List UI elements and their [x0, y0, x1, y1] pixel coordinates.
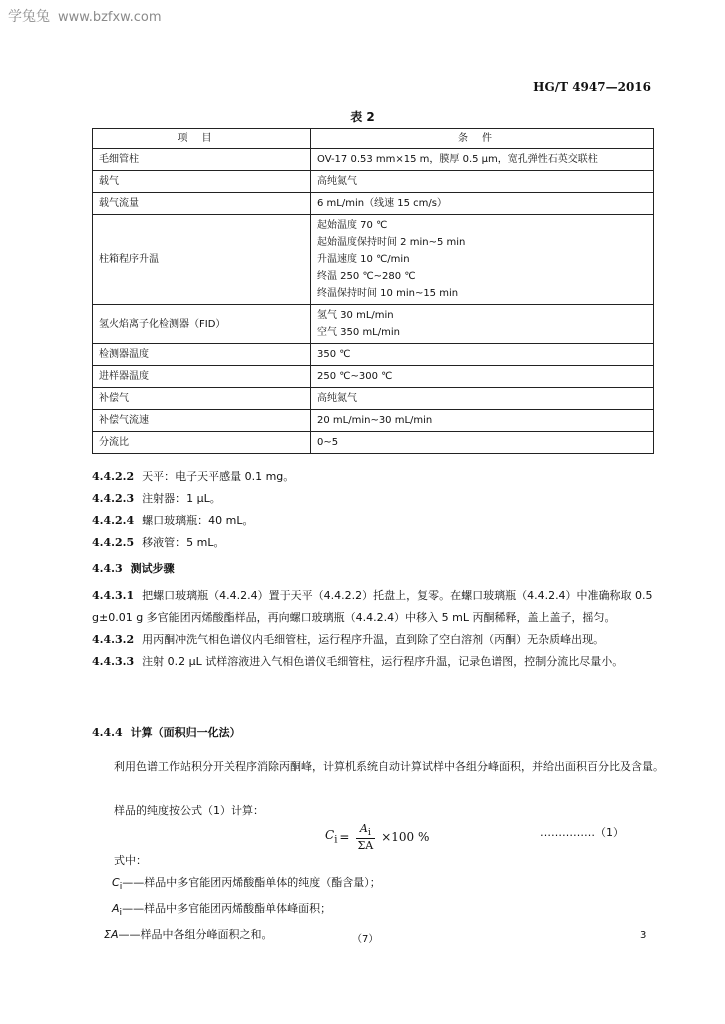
table-cell-item: 分流比	[93, 432, 311, 454]
table-cell-item: 柱箱程序升温	[93, 215, 311, 305]
formula-tail: ×100 %	[381, 830, 430, 845]
definition-text: ——样品中多官能团丙烯酸酯单体的纯度（酯含量）；	[122, 876, 381, 889]
table-row	[93, 410, 654, 432]
watermark-brand: 学兔兔	[8, 9, 50, 25]
table-cell-item: 毛细管柱	[93, 149, 311, 171]
watermark-site: www.bzfxw.com	[58, 10, 162, 25]
clause-text: 注射 0.2 μL 试样溶液进入气相色谱仪毛细管柱，运行程序升温，记录色谱图，控制分流比尽量小。	[142, 655, 624, 668]
condition-line: 高纯氮气	[317, 393, 357, 404]
clause-number: 4.4.2.4	[92, 514, 135, 527]
clause-text: 注射器：1 μL。	[142, 492, 221, 505]
definition-subscript: i	[119, 881, 123, 893]
table-cell-condition	[311, 171, 654, 193]
table-cell-item: 检测器温度	[93, 344, 311, 366]
table-cell-condition	[311, 344, 654, 366]
condition-line: 氢气 30 mL/min	[317, 310, 394, 321]
definition-item	[92, 872, 657, 898]
section-444-heading	[92, 722, 657, 744]
list-item	[92, 510, 657, 532]
condition-line: 20 mL/min~30 mL/min	[317, 415, 433, 426]
table-cell-item: 载气流量	[93, 193, 311, 215]
page-number: 3	[640, 930, 647, 941]
condition-line: 6 mL/min（线速 15 cm/s）	[317, 198, 447, 209]
table-row	[93, 215, 654, 305]
steps	[92, 585, 657, 673]
clause-number: 4.4.2.3	[92, 492, 135, 505]
table-cell-condition	[311, 305, 654, 344]
calc-paragraph: 利用色谱工作站积分开关程序消除丙酮峰，计算机系统自动计算试样中各组分峰面积，并给出面积百分比及含量。	[114, 760, 664, 773]
table-row	[93, 366, 654, 388]
table-cell-item: 氢火焰离子化检测器（FID）	[93, 305, 311, 344]
clause-number: 4.4.3.2	[92, 633, 135, 646]
table-cell-item: 补偿气流速	[93, 410, 311, 432]
definition-text: ——样品中多官能团丙烯酸酯单体峰面积；	[122, 902, 332, 916]
clause-text: 移液管：5 mL。	[142, 536, 225, 549]
table-row	[93, 388, 654, 410]
table-row	[93, 149, 654, 171]
step-paragraph	[92, 585, 657, 629]
conditions-table	[92, 128, 654, 454]
clause-text: 螺口玻璃瓶：40 mL。	[142, 514, 254, 527]
table-row	[93, 432, 654, 454]
section-title: 计算（面积归一化法）	[130, 726, 241, 739]
standard-code: HG/T 4947—2016	[533, 80, 651, 94]
definition-symbol: C	[112, 876, 120, 889]
footer-center: （7）	[352, 934, 379, 945]
table-row	[93, 171, 654, 193]
section-number: 4.4.4	[92, 726, 123, 739]
watermark	[8, 6, 162, 26]
step-paragraph	[92, 651, 657, 673]
clause-text: 把螺口玻璃瓶（4.4.2.4）置于天平（4.4.2.2）托盘上，复零。在螺口玻璃瓶（4.4.2.4）中准确称取 0.5 g±0.01 g 多官能团丙烯酸酯样品，再向螺口玻璃瓶（4.4.2.4）中移入 5 mL 丙酮稀释，盖上盖子，摇匀。	[92, 589, 653, 624]
section-title: 测试步骤	[130, 562, 175, 575]
table-title: 表 2	[350, 110, 375, 124]
table-cell-condition	[311, 410, 654, 432]
condition-line: 终温保持时间 10 min~15 min	[317, 288, 459, 299]
condition-line: OV-17 0.53 mm×15 m，膜厚 0.5 μm，宽孔弹性石英交联柱	[317, 154, 598, 165]
list-item	[92, 532, 657, 554]
table-row	[93, 305, 654, 344]
condition-line: 起始温度 70 ℃	[317, 220, 388, 231]
clause-number: 4.4.3.1	[92, 589, 135, 602]
formula-intro: 样品的纯度按公式（1）计算：	[114, 804, 264, 817]
formula-1	[325, 822, 429, 852]
clause-number: 4.4.2.5	[92, 536, 135, 549]
condition-line: 高纯氮气	[317, 176, 357, 187]
table-header-row	[93, 129, 654, 149]
table-cell-item: 补偿气	[93, 388, 311, 410]
table-cell-condition	[311, 193, 654, 215]
clause-number: 4.4.3.3	[92, 655, 135, 668]
condition-line: 350 ℃	[317, 349, 351, 360]
equation-number: ……………（1）	[540, 826, 624, 839]
condition-line: 升温速度 10 ℃/min	[317, 254, 410, 265]
table-cell-condition	[311, 215, 654, 305]
apparatus-list	[92, 466, 657, 554]
formula-lhs: $C_i$	[325, 828, 338, 846]
condition-line: 空气 350 mL/min	[317, 327, 400, 338]
list-item	[92, 488, 657, 510]
table-row	[93, 344, 654, 366]
table-cell-condition	[311, 388, 654, 410]
section-443-heading	[92, 558, 657, 580]
clause-text: 用丙酮冲洗气相色谱仪内毛细管柱，运行程序升温，直到除了空白溶剂（丙酮）无杂质峰出现。	[142, 633, 605, 646]
step-paragraph	[92, 629, 657, 651]
condition-line: 250 ℃~300 ℃	[317, 371, 393, 382]
clause-text: 天平：电子天平感量 0.1 mg。	[142, 470, 295, 483]
formula-fraction: $\frac{A_i}{\Sigma A}$	[357, 822, 374, 853]
table-row	[93, 193, 654, 215]
definition-symbol: ΣA	[104, 928, 119, 942]
definition-text: ——样品中各组分峰面积之和。	[118, 928, 273, 942]
header-condition: 条件	[311, 129, 654, 149]
header-item: 项目	[93, 129, 311, 149]
section-number: 4.4.3	[92, 562, 123, 575]
clause-number: 4.4.2.2	[92, 470, 135, 483]
table-cell-item: 载气	[93, 171, 311, 193]
condition-line: 0~5	[317, 437, 339, 448]
list-item	[92, 466, 657, 488]
condition-line: 终温 250 ℃~280 ℃	[317, 271, 416, 282]
table-cell-condition	[311, 366, 654, 388]
table-cell-condition	[311, 432, 654, 454]
table-cell-item: 进样器温度	[93, 366, 311, 388]
formula-eq: =	[339, 830, 350, 845]
definition-item	[92, 898, 657, 924]
condition-line: 起始温度保持时间 2 min~5 min	[317, 237, 466, 248]
where-label: 式中：	[114, 854, 147, 867]
table-cell-condition	[311, 149, 654, 171]
definition-symbol: A	[112, 902, 120, 916]
definition-subscript: i	[119, 907, 123, 919]
